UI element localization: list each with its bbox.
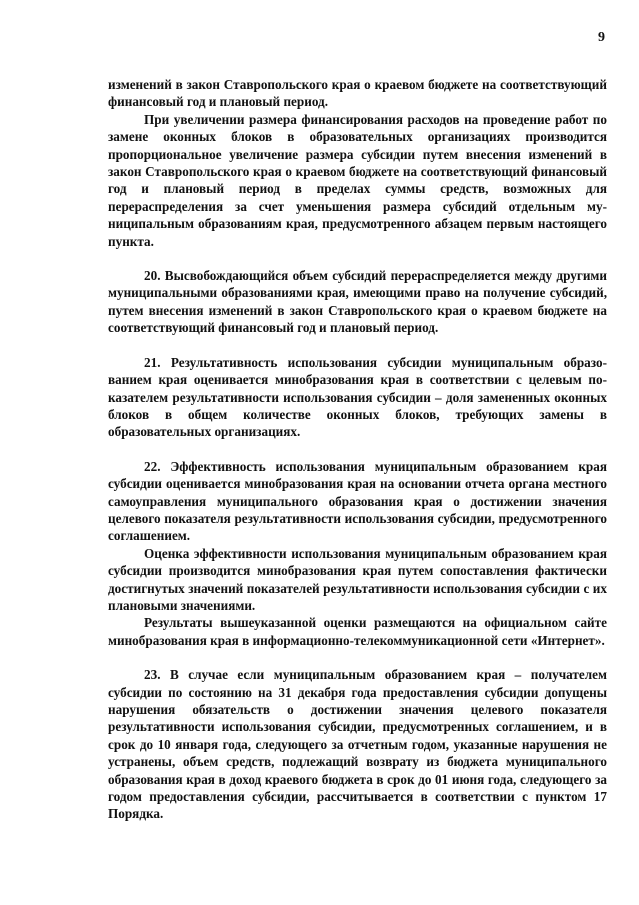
paragraph: 23. В случае если муниципальным образованием края – получателем субсидии по состоянию на 31 декабря года предоставления субсидии допущены нарушения обязательств о достижении значения целевого показателя результативности использования субсидии, предусмотренных соглашением, и в срок до 10 января года, следующего за отчетным годом, указанные нарушения не устранены, объем средств, подлежащий возврату из бюджета муниципального образования края в доход краевого бюджета в срок до 01 июня года, следующего за годом предоставления субсидии, рассчитывается в соответствии с пунктом 17 Порядка. [108, 667, 607, 822]
paragraph: 21. Результативность использования субсидии муниципальным образованием края оценивается минобразования края в соответствии с целевым показателем результативности использования субсидии – доля замененных оконных блоков в общем количестве оконных блоков, требующих замены в образовательных организациях. [108, 354, 607, 440]
document-body [108, 76, 607, 823]
page-number: 9 [598, 30, 605, 45]
paragraph: Результаты вышеуказанной оценки размещаются на официальном сайте минобразования края в информационно-телекоммуникационной сети «Интернет». [108, 615, 607, 648]
paragraph: При увеличении размера финансирования расходов на проведение работ по замене оконных блоков в образовательных организациях производится пропорциональное увеличение размера субсидии путем внесения изменений в закон Ставропольского края о краевом бюджете на соответствующий финансовый год и плановый период в пределах суммы средств, возможных для перераспределения за счет уменьшения размера субсидий отдельным муниципальным образованиям края, предусмотренного абзацем первым настоящего пункта. [108, 111, 607, 249]
paragraph: 22. Эффективность использования муниципальным образованием края субсидии оценивается минобразования края на основании отчета органа местного самоуправления муниципального образования края о достижении значения целевого показателя результативности использования субсидии, предусмотренного соглашением. [108, 458, 607, 544]
paragraph: 20. Высвобождающийся объем субсидий перераспределяется между другими муниципальными образованиями края, имеющими право на получение субсидий, путем внесения изменений в закон Ставропольского края о краевом бюджете на соответствующий финансовый год и плановый период. [108, 268, 607, 336]
paragraph: изменений в закон Ставропольского края о краевом бюджете на соответствующий финансовый год и плановый период. [108, 77, 607, 110]
paragraph: Оценка эффективности использования муниципальным образованием края субсидии производится минобразования края путем сопоставления фактически достигнутых значений показателей результативности использования субсидии с их плановыми значениями. [108, 545, 607, 613]
